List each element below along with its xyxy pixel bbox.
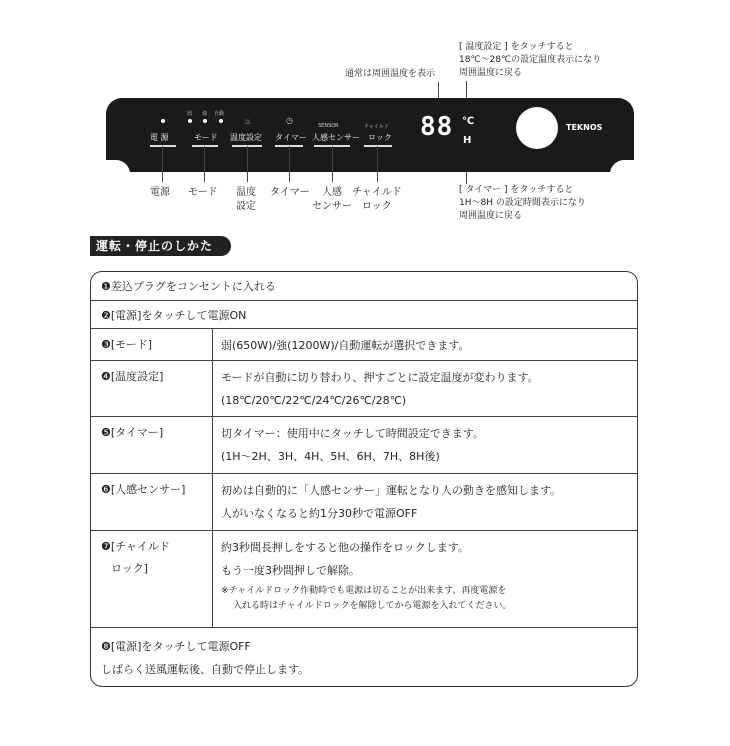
control-panel [106,98,634,172]
sensor-caption-line-1: 人感 [322,187,342,198]
power-underline [150,145,176,147]
step-4-text-line-2: (18℃/20℃/22℃/24℃/26℃/28℃) [221,394,407,407]
clock-icon: ◷ [286,116,293,125]
lock-caption [352,186,402,214]
step-7-label-line-1: ❼[チャイルド [101,540,170,553]
sensor-caption-line-2: センサー [312,201,352,212]
step-7-note-line-1: ※チャイルドロック作動時でも電源は切ることが出来ます、再度電源を [221,586,507,596]
step-6-text-line-1: 初めは自動的に「人感センサー」運転となり人の動きを感知します。 [221,484,562,497]
step-6-text [221,479,561,525]
step-6-text-line-2: 人がいなくなると約1分30秒で電源OFF [221,507,418,520]
mode-underline [192,145,218,147]
step-4-text [221,366,539,412]
power-button[interactable]: 電 源 [150,133,169,142]
motion-sensor-window [516,107,558,149]
step-6-label: ❻[人感センサー] [101,483,186,496]
temp-callout-line-1: [ 温度設定 ] をタッチすると [459,42,574,52]
step-1: ❶差込プラグをコンセントに入れる [101,280,276,293]
sensor-leader [332,146,333,182]
temp-caption-line-1: 温度 [236,187,256,198]
step-5-label: ❺[タイマー] [101,426,164,439]
table-row [91,360,637,416]
step-5-text-line-2: (1H〜2H、3H、4H、5H、6H、7H、8H後) [221,450,440,463]
step-4-label: ❹[温度設定] [101,370,164,383]
step-2: ❷[電源]をタッチして電源ON [101,309,247,322]
timer-leader [289,146,290,182]
lock-caption-line-1: チャイルド [352,187,402,198]
sensor-caption [312,186,352,214]
step-7-text-line-1: 約3秒間長押しをすると他の操作をロックします。 [221,541,469,554]
temp-callout-line-3: 周囲温度に戻る [459,68,523,78]
timer-callout [459,184,586,223]
section-title: 運転・停止のしかた [90,236,231,256]
led-strong [203,119,207,123]
table-row [91,627,637,687]
step-7-label-line-2: ロック] [111,562,149,575]
step-3-text: 弱(650W)/強(1200W)/自動運転が選択できます。 [221,339,470,352]
mode-caption: モード [188,187,218,198]
sensor-button[interactable]: 人感センサー [312,133,360,142]
table-row [91,300,637,328]
power-caption: 電源 [150,187,170,198]
lock-button[interactable]: ロック [368,133,392,142]
step-7-note-line-2: 入れる時はチャイルドロックを解除してから電源を入れてください。 [233,601,512,611]
hour-icon: H [463,135,472,146]
lock-tag: チャイルド [364,124,389,130]
mode-button[interactable]: モード [194,133,218,142]
temp-display: 88 [420,112,454,142]
led-auto [219,119,223,123]
brand-logo: TEKNOS [566,123,603,132]
step-7-label [101,536,170,580]
celsius-icon: ℃ [462,116,475,127]
timer-callout-line-2: 1H〜8H の設定時間表示になり [459,198,586,208]
temp-leader [247,146,248,182]
step-8-line-1: ❽[電源]をタッチして電源OFF [101,640,251,653]
lock-underline [364,145,392,147]
temp-callout-line-2: 18℃〜28℃の設定温度表示になり [459,55,602,65]
lock-caption-line-2: ロック [361,201,392,212]
mode-leader [204,146,205,182]
led-weak [188,119,192,123]
led-weak-label: 弱 [187,111,193,117]
step-5-text-line-1: 切タイマー：使用中にタッチして時間設定できます。 [221,427,484,440]
table-row [91,473,637,530]
timer-callout-line-3: 周囲温度に戻る [459,211,523,221]
table-row [91,416,637,473]
power-leader [162,146,163,182]
table-row [91,328,637,360]
flame-icon: ♨ [244,117,252,126]
timer-button[interactable]: タイマー [275,133,307,142]
step-4-text-line-1: モードが自動に切り替わり、押すごとに設定温度が変わります。 [221,371,539,384]
timer-callout-line-1: [ タイマー ] をタッチすると [459,185,574,195]
column-divider [212,328,213,627]
step-3-label: ❸[モード] [101,338,153,351]
sensor-tag: SENSOR [318,123,339,129]
step-5-text [221,422,484,468]
timer-caption: タイマー [270,187,310,198]
temp-caption-line-2: 設定 [236,201,256,212]
led-strong-label: 強 [202,111,208,117]
table-row [91,530,637,627]
table-row [91,272,637,300]
temp-callout [459,41,601,80]
ambient-callout: 通常は周囲温度を表示 [345,69,436,79]
temp-button[interactable]: 温度設定 [230,133,262,142]
led-auto-label: 自動 [214,111,225,117]
lock-leader [377,146,378,182]
instructions-table [90,271,638,687]
led-power [161,119,165,123]
step-7-text [221,536,512,614]
step-7-text-line-2: もう一度3秒間押しで解除。 [221,564,360,577]
step-8 [101,635,309,681]
temp-caption [236,186,256,214]
step-8-line-2: しばらく送風運転後、自動で停止します。 [101,663,310,676]
